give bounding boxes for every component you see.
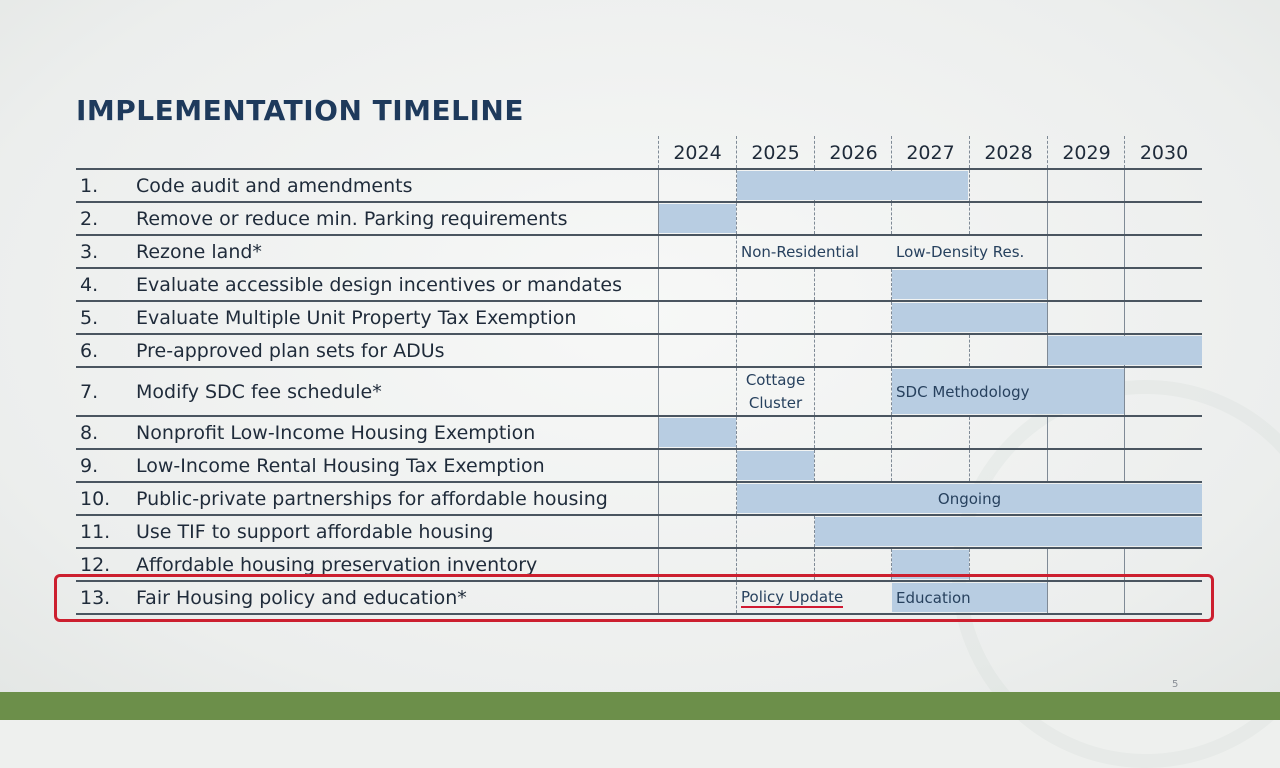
row-number: 6. [80, 339, 99, 362]
grid-line [891, 335, 892, 366]
grid-line [1124, 269, 1125, 300]
grid-line [1047, 417, 1048, 448]
grid-line [814, 368, 815, 415]
grid-line [891, 450, 892, 481]
row-label: Modify SDC fee schedule* [136, 380, 382, 403]
timeline-bar [659, 204, 736, 233]
bar-label: SDC Methodology [896, 382, 1030, 401]
timeline-bar [659, 418, 736, 447]
table-row [76, 300, 1202, 333]
grid-line [658, 450, 659, 481]
grid-line [969, 170, 970, 201]
table-row [76, 415, 1202, 448]
grid-line [969, 417, 970, 448]
row-label: Nonprofit Low-Income Housing Exemption [136, 421, 536, 444]
grid-line [658, 236, 659, 267]
row-label: Pre-approved plan sets for ADUs [136, 339, 445, 362]
bar-label: Low-Density Res. [896, 242, 1025, 261]
row-label: Public-private partnerships for affordable housing [136, 487, 608, 510]
table-row [76, 366, 1202, 415]
grid-line [814, 417, 815, 448]
timeline-bar [892, 270, 1047, 299]
highlight-annotation [54, 574, 1214, 622]
grid-line [736, 203, 737, 234]
grid-line [658, 335, 659, 366]
grid-line [736, 302, 737, 333]
row-label: Evaluate Multiple Unit Property Tax Exemption [136, 306, 577, 329]
row-number: 1. [80, 174, 99, 197]
grid-line [736, 236, 737, 267]
grid-line [1047, 302, 1048, 333]
grid-line [814, 302, 815, 333]
timeline-bar [815, 517, 1202, 546]
timeline-bar [737, 171, 968, 200]
grid-line [658, 368, 659, 415]
policy-update-label: Policy Update [741, 587, 844, 606]
row-number: 3. [80, 240, 99, 263]
grid-line [814, 450, 815, 481]
grid-line [658, 269, 659, 300]
grid-line [1124, 236, 1125, 267]
grid-line [969, 450, 970, 481]
timeline-table [76, 136, 1202, 615]
row-number: 4. [80, 273, 99, 296]
row-label: Fair Housing policy and education* [136, 586, 467, 609]
grid-line [1124, 203, 1125, 234]
grid-line [658, 302, 659, 333]
row-label: Low-Income Rental Housing Tax Exemption [136, 454, 545, 477]
row-number: 2. [80, 207, 99, 230]
row-label: Use TIF to support affordable housing [136, 520, 494, 543]
grid-line [658, 516, 659, 547]
table-row [76, 168, 1202, 201]
row-number: 7. [80, 380, 99, 403]
year-header: 2024 [658, 136, 736, 168]
row-number: 10. [80, 487, 111, 510]
footer-bar [0, 692, 1280, 720]
year-header: 2030 [1124, 136, 1203, 168]
grid-line [1047, 269, 1048, 300]
row-number: 5. [80, 306, 99, 329]
grid-line [736, 269, 737, 300]
table-row [76, 481, 1202, 514]
grid-line [736, 335, 737, 366]
row-number: 8. [80, 421, 99, 444]
grid-line [891, 417, 892, 448]
row-number: 11. [80, 520, 111, 543]
grid-line [1047, 236, 1048, 267]
year-header: 2027 [891, 136, 969, 168]
bar-label: Non-Residential [741, 242, 859, 261]
year-header: 2026 [814, 136, 892, 168]
grid-line [891, 203, 892, 234]
grid-line [814, 203, 815, 234]
row-number: 12. [80, 553, 111, 576]
grid-line [1124, 450, 1125, 481]
grid-line [814, 269, 815, 300]
timeline-bar [1048, 336, 1202, 365]
year-header: 2025 [736, 136, 814, 168]
row-number: 9. [80, 454, 99, 477]
grid-line [1124, 417, 1125, 448]
grid-line [969, 203, 970, 234]
row-number: 13. [80, 586, 111, 609]
grid-line [814, 335, 815, 366]
row-label: Code audit and amendments [136, 174, 413, 197]
page-title: IMPLEMENTATION TIMELINE [76, 94, 524, 127]
grid-line [1047, 450, 1048, 481]
bar-label: Cottage Cluster [745, 370, 806, 412]
grid-line [736, 417, 737, 448]
year-header-row [76, 136, 1202, 168]
grid-line [658, 483, 659, 514]
table-row [76, 333, 1202, 366]
bar-label: Ongoing [937, 489, 1002, 508]
table-row [76, 234, 1202, 267]
grid-line [1047, 203, 1048, 234]
grid-line [658, 170, 659, 201]
grid-line [1124, 170, 1125, 201]
table-row [76, 448, 1202, 481]
year-header: 2028 [969, 136, 1047, 168]
grid-line [969, 335, 970, 366]
page-number: 5 [1172, 679, 1179, 690]
timeline-bar [892, 303, 1047, 332]
grid-line [1124, 368, 1125, 415]
row-label: Rezone land* [136, 240, 262, 263]
table-row [76, 267, 1202, 300]
timeline-bar [737, 451, 814, 480]
grid-line [1047, 170, 1048, 201]
row-label: Evaluate accessible design incentives or mandates [136, 273, 622, 296]
bar-label: Education [896, 588, 971, 607]
row-label: Remove or reduce min. Parking requirements [136, 207, 568, 230]
table-row [76, 201, 1202, 234]
table-row [76, 514, 1202, 547]
grid-line [736, 516, 737, 547]
grid-line [1124, 302, 1125, 333]
year-header: 2029 [1047, 136, 1125, 168]
row-label: Affordable housing preservation inventory [136, 553, 538, 576]
